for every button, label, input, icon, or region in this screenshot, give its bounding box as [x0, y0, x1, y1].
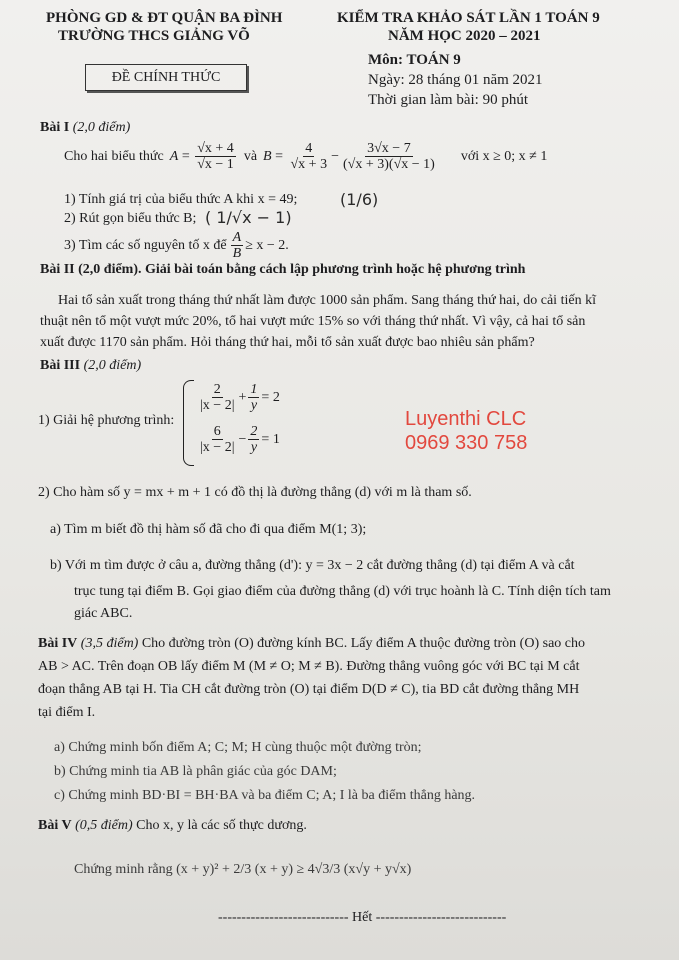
exam-duration: Thời gian làm bài: 90 phút — [368, 92, 528, 108]
bai4-text-line4: tại điểm I. — [38, 705, 96, 720]
bai1-expressions: Cho hai biểu thức A = $\frac{√x + 4}{√x - 1}$ và B = $\frac{4}{√x + 3}$ − $\frac{3√x - 7}{(√x + 3)(√x - 1)}$ với x ≥ 0; x ≠ 1 — [64, 141, 548, 172]
bai3-question-2: 2) Cho hàm số y = mx + m + 1 có đồ thị là đường thẳng (d) với m là tham số. — [38, 485, 472, 500]
expression-a: $\frac{√x + 4}{√x - 1}$ — [197, 141, 234, 172]
bai2-text-line1: Hai tổ sản xuất trong tháng thứ nhất làm được 1000 sản phẩm. Sang tháng thứ hai, do cải tiến kĩ — [58, 293, 596, 308]
handwritten-note-1: (1/6) — [340, 190, 379, 209]
bai4-question-b: b) Chứng minh tia AB là phân giác của góc DAM; — [54, 764, 337, 779]
bai3-question-1: 1) Giải hệ phương trình: — [38, 413, 175, 428]
school-year: NĂM HỌC 2020 – 2021 — [388, 28, 541, 44]
bai5-heading: Bài V (0,5 điểm) Cho x, y là các số thực dương. — [38, 818, 307, 833]
department-name: PHÒNG GD & ĐT QUẬN BA ĐÌNH — [46, 10, 283, 26]
bai5-inequality: Chứng minh rằng (x + y)² + 2/3 (x + y) ≥ 4√3/3 (x√y + y√x) — [74, 862, 412, 877]
bai3-question-2b-line3: giác ABC. — [74, 606, 133, 621]
exam-title: KIỂM TRA KHẢO SÁT LẦN 1 TOÁN 9 — [337, 10, 600, 26]
bai2-text-line3: xuất được 1170 sản phẩm. Hỏi tháng thứ hai, mỗi tổ sản xuất được bao nhiêu sản phẩm? — [40, 335, 535, 350]
bai3-question-2b-line1: b) Với m tìm được ở câu a, đường thẳng (d'): y = 3x − 2 cắt đường thẳng (d) tại điểm A và cắt — [50, 558, 575, 573]
bai1-heading: Bài I (2,0 điểm) — [40, 120, 131, 135]
bai1-question-2: 2) Rút gọn biểu thức B; — [64, 211, 197, 226]
bai3-heading: Bài III (2,0 điểm) — [40, 358, 142, 373]
bai4-question-a: a) Chứng minh bốn điểm A; C; M; H cùng thuộc một đường tròn; — [54, 740, 422, 755]
bai1-question-1: 1) Tính giá trị của biểu thức A khi x = 49; — [64, 192, 298, 207]
bai3-question-2a: a) Tìm m biết đồ thị hàm số đã cho đi qua điểm M(1; 3); — [50, 522, 367, 537]
bai2-text-line2: thuật nên tổ một vượt mức 20%, tổ hai vượt mức 15% so với tháng thứ nhất. Vì vậy, cả hai tổ sản — [40, 314, 586, 329]
school-name: TRƯỜNG THCS GIẢNG VÕ — [58, 28, 250, 44]
bai1-intro: Cho hai biểu thức — [64, 148, 164, 164]
bai1-condition: với x ≥ 0; x ≠ 1 — [460, 148, 548, 164]
bai4-text-line3: đoạn thẳng AB tại H. Tia CH cắt đường tròn (O) tại điểm D(D ≠ C), tia BD cắt đường thẳng MH — [38, 682, 580, 697]
bai4-heading: Bài IV (3,5 điểm) Cho đường tròn (O) đường kính BC. Lấy điểm A thuộc đường tròn (O) sao cho — [38, 636, 585, 651]
subject-line: Môn: TOÁN 9 — [368, 52, 461, 68]
expression-b-term2: $\frac{3√x - 7}{(√x + 3)(√x - 1)}$ — [343, 141, 435, 172]
bai1-question-3: 3) Tìm các số nguyên tố x để $\frac{A}{B}$ ≥ x − 2. — [64, 230, 289, 261]
bai3-question-2b-line2: trục tung tại điểm B. Gọi giao điểm của đường thẳng (d) với trục hoành là C. Tính diện tích tam — [74, 584, 611, 599]
watermark-brand: Luyenthi CLC — [405, 408, 527, 430]
bai4-question-c: c) Chứng minh BD·BI = BH·BA và ba điểm C; A; I là ba điểm thẳng hàng. — [54, 788, 476, 803]
bai2-heading: Bài II (2,0 điểm). Giải bài toán bằng cách lập phương trình hoặc hệ phương trình — [40, 262, 526, 277]
bai4-text-line2: AB > AC. Trên đoạn OB lấy điểm M (M ≠ O; M ≠ B). Đường thẳng vuông góc với BC tại M cắt — [38, 659, 580, 674]
system-equation-2: $\frac{6}{|x - 2|}$ − $\frac{2}{y}$ = 1 — [200, 424, 280, 455]
exam-date: Ngày: 28 tháng 01 năm 2021 — [368, 72, 543, 88]
expression-b-term1: $\frac{4}{√x + 3}$ — [290, 141, 328, 172]
handwritten-note-2: ( 1/√x − 1) — [205, 208, 292, 227]
end-marker: ---------------------------- Hết ---------------------------- — [218, 910, 507, 925]
watermark-phone: 0969 330 758 — [405, 432, 528, 454]
system-equation-1: $\frac{2}{|x - 2|}$ + $\frac{1}{y}$ = 2 — [200, 382, 280, 413]
official-exam-box: ĐỀ CHÍNH THỨC — [85, 64, 247, 91]
system-brace — [183, 380, 194, 466]
